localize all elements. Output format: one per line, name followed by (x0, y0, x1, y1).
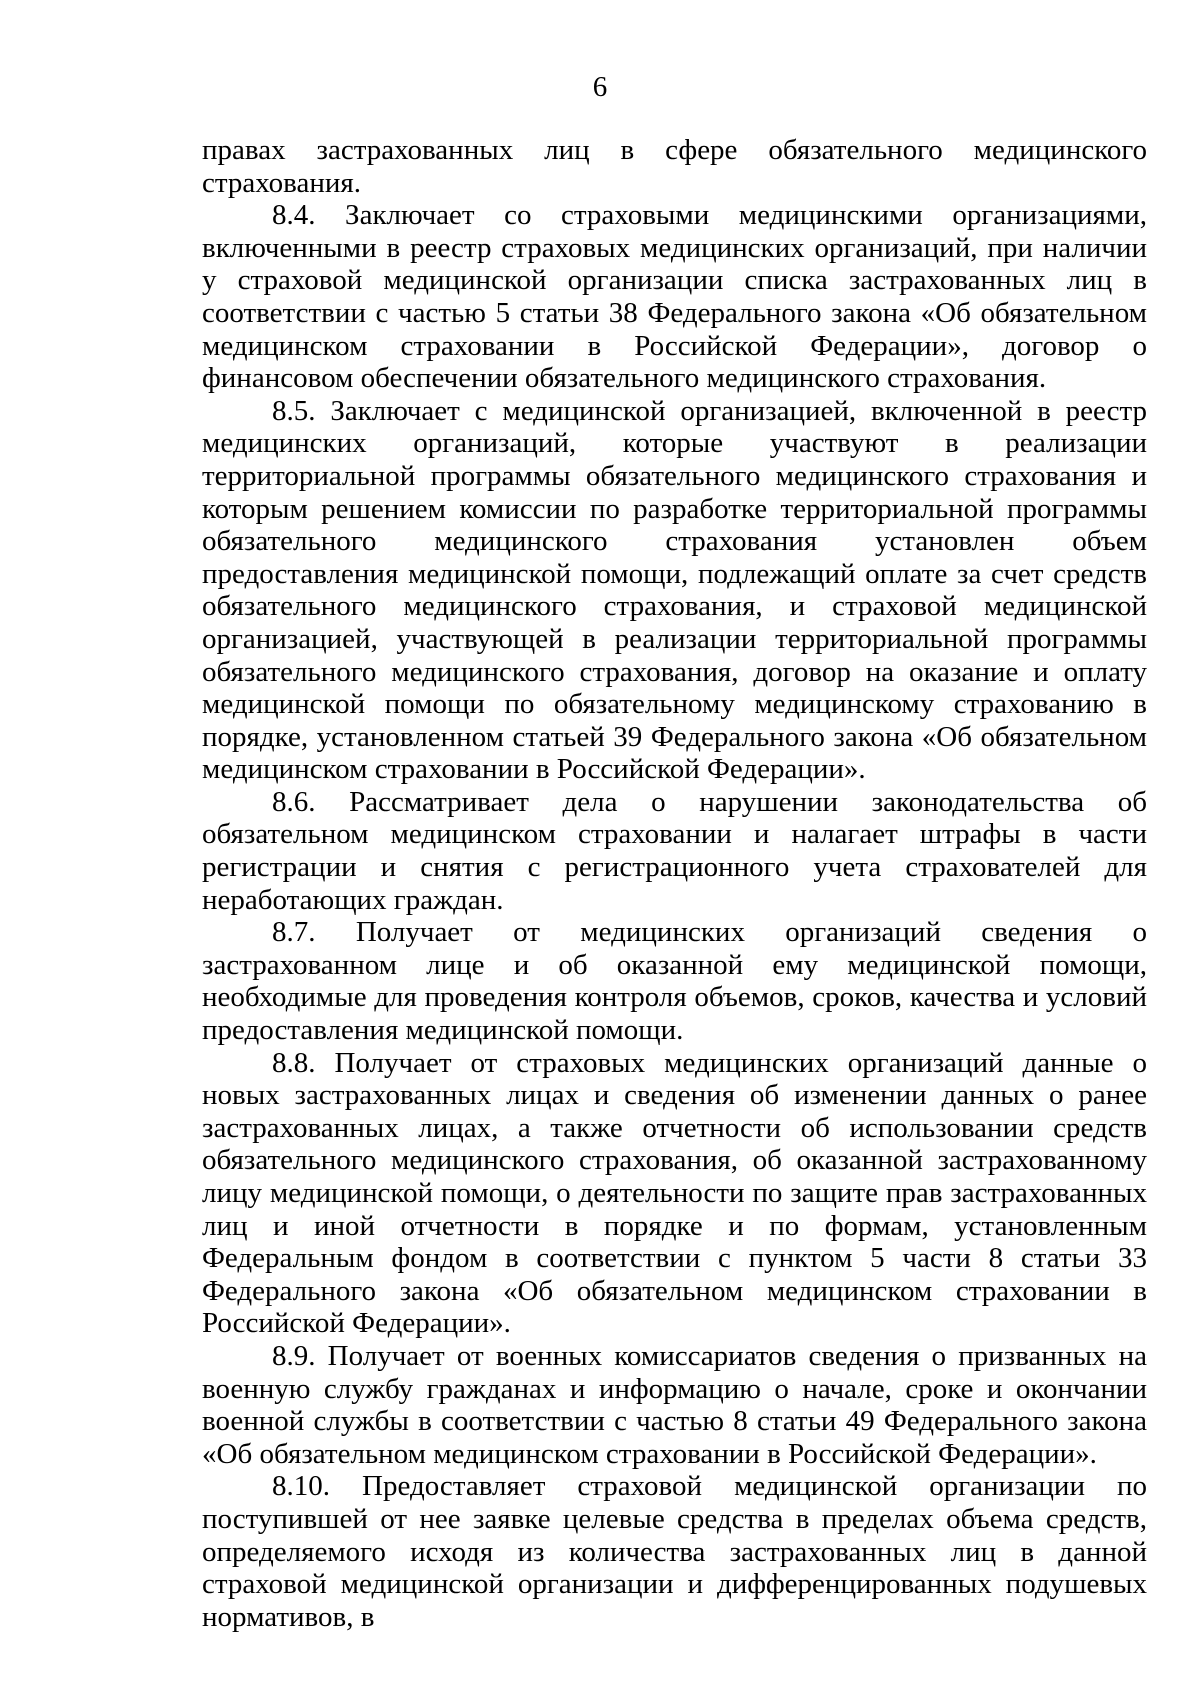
paragraph-8-5: 8.5. Заключает с медицинской организацией, включенной в реестр медицинских организаций, которые участвуют в реализации территориальной программы обязательного медицинского страхования и которым решением комиссии по разработке территориальной программы обязательного медицинского страхования установлен объем предоставления медицинской помощи, подлежащий оплате за счет средств обязательного медицинского страхования, и страховой медицинской организацией, участвующей в реализации территориальной программы обязательного медицинского страхования, договор на оказание и оплату медицинской помощи по обязательному медицинскому страхованию в порядке, установленном статьей 39 Федерального закона «Об обязательном медицинском страховании в Российской Федерации». (202, 394, 1147, 786)
paragraph-continuation: правах застрахованных лиц в сфере обязательного медицинского страхования. (202, 134, 1147, 199)
document-body (202, 134, 1147, 1633)
paragraph-8-9: 8.9. Получает от военных комиссариатов сведения о призванных на военную службу гражданах и информацию о начале, сроке и окончании военной службы в соответствии с частью 8 статьи 49 Федерального закона «Об обязательном медицинском страховании в Российской Федерации». (202, 1339, 1147, 1470)
paragraph-8-7: 8.7. Получает от медицинских организаций сведения о застрахованном лице и об оказанной ему медицинской помощи, необходимые для проведения контроля объемов, сроков, качества и условий предоставления медицинской помощи. (202, 916, 1147, 1047)
paragraph-8-8: 8.8. Получает от страховых медицинских организаций данные о новых застрахованных лицах и сведения об изменении данных о ранее застрахованных лицах, а также отчетности об использовании средств обязательного медицинского страхования, об оказанной застрахованному лицу медицинской помощи, о деятельности по защите прав застрахованных лиц и иной отчетности в порядке и по формам, установленным Федеральным фондом в соответствии с пунктом 5 части 8 статьи 33 Федерального закона «Об обязательном медицинском страховании в Российской Федерации». (202, 1046, 1147, 1340)
paragraph-8-6: 8.6. Рассматривает дела о нарушении законодательства об обязательном медицинском страховании и налагает штрафы в части регистрации и снятия с регистрационного учета страхователей для неработающих граждан. (202, 785, 1147, 916)
page-number: 6 (592, 71, 608, 103)
paragraph-8-10: 8.10. Предоставляет страховой медицинской организации по поступившей от нее заявке целевые средства в пределах объема средств, определяемого исходя из количества застрахованных лиц в данной страховой медицинской организации и дифференцированных подушевых нормативов, в (202, 1470, 1147, 1633)
paragraph-8-4: 8.4. Заключает со страховыми медицинскими организациями, включенными в реестр страховых медицинских организаций, при наличии у страховой медицинской организации списка застрахованных лиц в соответствии с частью 5 статьи 38 Федерального закона «Об обязательном медицинском страховании в Российской Федерации», договор о финансовом обеспечении обязательного медицинского страхования. (202, 199, 1147, 395)
